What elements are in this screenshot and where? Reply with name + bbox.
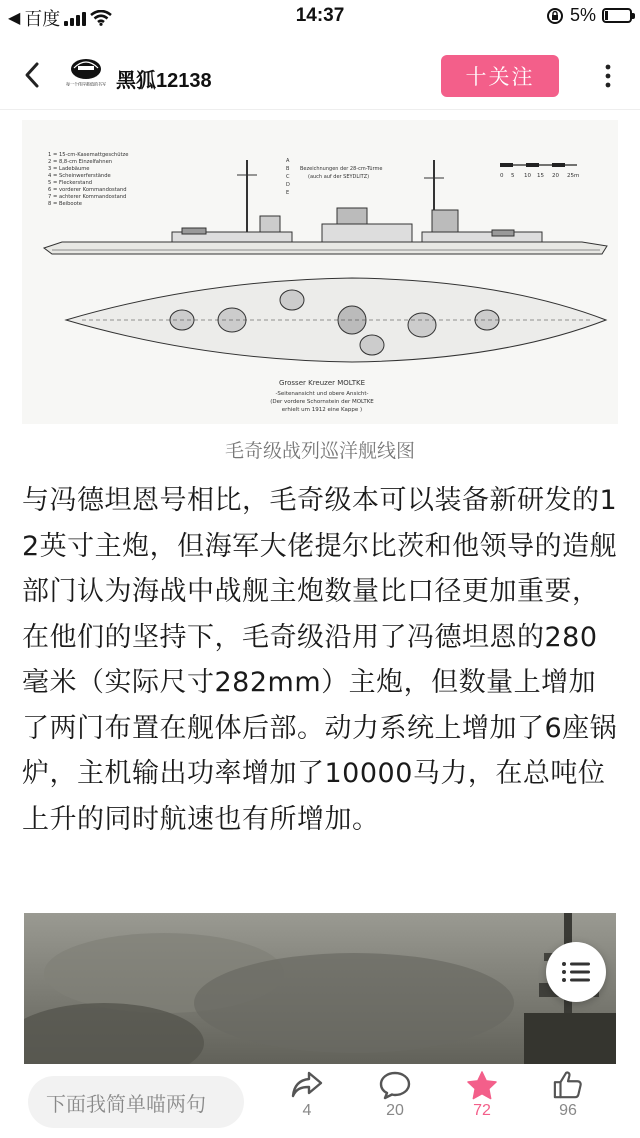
ship-photo[interactable] <box>24 913 616 1073</box>
table-of-contents-button[interactable] <box>546 942 606 1002</box>
turret-letter: A <box>286 158 290 164</box>
legend-line: 4 = Scheinwerferstände <box>48 173 111 179</box>
bottom-action-bar <box>0 1064 640 1138</box>
orientation-lock-icon <box>546 7 564 25</box>
share-icon <box>290 1070 324 1100</box>
scale-label: 15 <box>537 173 544 179</box>
legend-line: 5 = Fleckerstand <box>48 180 93 186</box>
diagram-title: Grosser Kreuzer MOLTKE <box>278 379 366 387</box>
battery-percent: 5% <box>569 5 596 25</box>
back-icon[interactable] <box>20 60 46 90</box>
turret-letter: E <box>286 190 290 196</box>
legend-line: 8 = Beiboote <box>48 201 83 207</box>
scale-label: 20 <box>552 173 559 179</box>
star-icon <box>465 1070 499 1100</box>
ship-diagram-drawing <box>22 120 618 424</box>
status-right <box>546 5 632 26</box>
thumbs-up-icon <box>551 1070 585 1100</box>
avatar-image <box>66 54 106 96</box>
diagram-title-block <box>270 379 374 413</box>
diagram-subtitle: (Der vordere Schornstein der MOLTKE <box>270 399 374 405</box>
share-count: 4 <box>302 1102 312 1119</box>
like-count: 96 <box>559 1102 577 1119</box>
legend-line: 1 = 15-cm-Kasemattgeschütze <box>48 152 129 158</box>
scale-label: 0 <box>500 173 504 179</box>
ship-diagram-image[interactable] <box>22 120 618 424</box>
comment-icon <box>378 1070 412 1100</box>
legend-line: 3 = Ladebäume <box>48 166 90 172</box>
turret-letter: C <box>286 174 290 180</box>
comment-count: 20 <box>386 1102 404 1119</box>
diagram-subtitle: erhielt um 1912 eine Kappe ) <box>281 407 363 413</box>
diagram-subtitle: -Seitenansicht und obere Ansicht- <box>275 391 369 397</box>
favorite-button[interactable] <box>452 1070 512 1120</box>
list-icon <box>561 960 591 984</box>
legend-line: 6 = vorderer Kommandostand <box>48 187 127 193</box>
favorite-count: 72 <box>473 1102 491 1119</box>
image-caption: 毛奇级战列巡洋舰线图 <box>224 440 415 462</box>
avatar[interactable] <box>66 54 106 96</box>
avatar-caption: 每一个伟岸都值的书写 <box>66 81 106 87</box>
turret-note: Bezeichnungen der 28-cm-Türme <box>300 166 383 172</box>
turret-letter: D <box>286 182 290 188</box>
comment-input[interactable]: 下面我简单喵两句 <box>28 1076 244 1128</box>
article-header <box>0 40 640 110</box>
more-icon[interactable] <box>600 62 616 90</box>
ship-photo-image <box>24 913 616 1073</box>
back-to-app-icon[interactable]: ◀ <box>8 10 21 27</box>
carrier-label: 百度 <box>24 9 61 29</box>
turret-letter: B <box>286 166 290 172</box>
author-name[interactable]: 黑狐12138 <box>116 70 212 92</box>
scale-label: 5 <box>511 173 515 179</box>
like-button[interactable] <box>538 1070 598 1120</box>
clock: 14:37 <box>295 5 345 26</box>
scale-label: 25m <box>567 173 580 179</box>
share-button[interactable] <box>277 1070 337 1120</box>
legend-line: 7 = achterer Kommandostand <box>48 194 127 200</box>
legend-line: 2 = 8,8-cm Einzelfahnen <box>48 159 113 165</box>
battery-icon <box>602 8 632 23</box>
comment-button[interactable] <box>365 1070 425 1120</box>
turret-note: (auch auf der SEYDLITZ) <box>308 174 370 180</box>
status-bar <box>0 0 640 34</box>
follow-button[interactable]: 十关注 <box>441 55 559 97</box>
article-paragraph: 与冯德坦恩号相比，毛奇级本可以装备新研发的12英寸主炮，但海军大佬提尔比茨和他领导的造舰部门认为海战中战舰主炮数量比口径更加重要，在他们的坚持下，毛奇级沿用了冯德坦恩的280毫米（实际尺寸282mm）主炮，但数量上增加了两门布置在舰体后部。动力系统上增加了6座锅炉，主机输出功率增加了10000马力，在总吨位上升的同时航速也有所增加。 <box>22 485 618 835</box>
scale-label: 10 <box>524 173 531 179</box>
